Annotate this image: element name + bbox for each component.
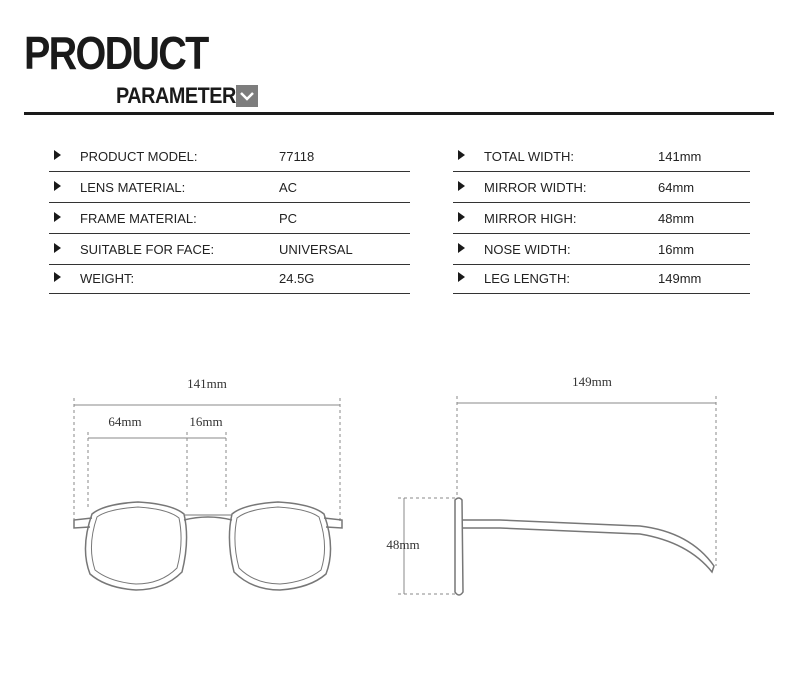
spec-value: PC (279, 211, 298, 226)
lens-height-label: 48mm (386, 537, 420, 552)
left-lens-inner (91, 507, 181, 584)
spec-value: UNIVERSAL (279, 242, 353, 257)
spec-label: MIRROR HIGH: (484, 211, 577, 226)
spec-value: 24.5G (279, 271, 315, 286)
side-view-dimensions (398, 396, 716, 594)
lens-width-label: 64mm (108, 414, 142, 429)
glasses-front (74, 502, 342, 590)
spec-label: LEG LENGTH: (484, 271, 570, 286)
spec-label: WEIGHT: (80, 271, 135, 286)
spec-value: 141mm (658, 149, 702, 164)
spec-label: TOTAL WIDTH: (484, 149, 575, 164)
lens-edge (455, 498, 463, 595)
spec-label: PRODUCT MODEL: (80, 149, 198, 164)
spec-value: 48mm (658, 211, 695, 226)
spec-label: NOSE WIDTH: (484, 242, 571, 257)
spec-value: AC (279, 180, 298, 195)
bridge (184, 517, 232, 520)
spec-label: FRAME MATERIAL: (80, 211, 197, 226)
right-lens-inner (235, 507, 325, 584)
spec-value: 16mm (658, 242, 695, 257)
glasses-side (455, 498, 714, 595)
spec-label: LENS MATERIAL: (80, 180, 186, 195)
bridge-width-label: 16mm (189, 414, 223, 429)
spec-value: 64mm (658, 180, 695, 195)
spec-label: MIRROR WIDTH: (484, 180, 587, 195)
leg-length-label: 149mm (572, 374, 612, 389)
spec-value: 149mm (658, 271, 702, 286)
total-width-label: 141mm (187, 376, 227, 391)
temple-arm (462, 520, 714, 572)
page-title: PRODUCT (24, 27, 208, 79)
page-subtitle: PARAMETER (116, 83, 236, 108)
spec-label: SUITABLE FOR FACE: (80, 242, 215, 257)
spec-value: 77118 (279, 149, 315, 164)
